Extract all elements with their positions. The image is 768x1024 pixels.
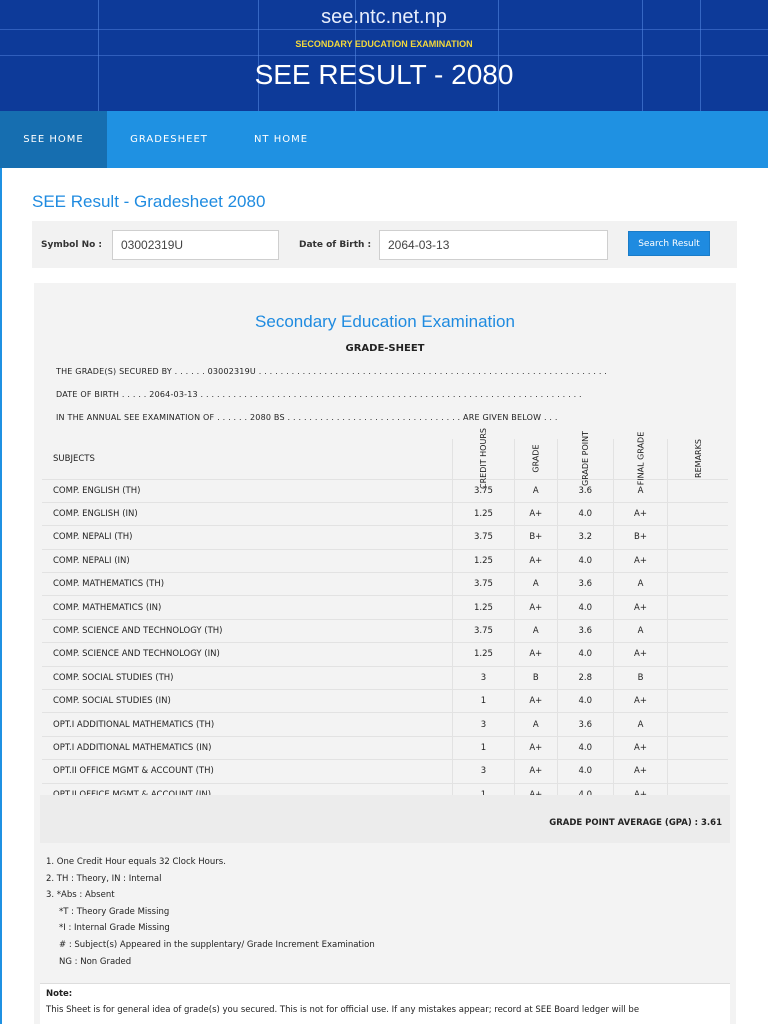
grade-cell: A+ [514,760,557,783]
grade-cell: A+ [514,736,557,759]
remarks-cell [668,573,728,596]
remarks-cell [668,643,728,666]
nav-gradesheet[interactable]: GRADESHEET [130,134,208,145]
subject-cell: COMP. SCIENCE AND TECHNOLOGY (IN) [42,643,452,666]
symbol-label: Symbol No : [41,240,103,250]
final-grade-cell: A+ [613,596,668,619]
grade-cell: A [514,479,557,502]
grade-point-cell: 3.2 [557,526,613,549]
subject-cell: OPT.I ADDITIONAL MATHEMATICS (IN) [42,736,452,759]
remarks-cell [668,549,728,572]
remarks-cell [668,619,728,642]
credit-hours-cell: 3.75 [452,573,514,596]
note-item: # : Subject(s) Appeared in the supplentary/ Grade Increment Examination [59,939,375,950]
grade-cell: A+ [514,690,557,713]
nav-nt-home[interactable]: NT HOME [253,134,309,145]
table-row [42,502,728,525]
exam-line: IN THE ANNUAL SEE EXAMINATION OF . . . . . . 2080 BS . . . . . . . . . . . . . . . . . . . . . . . . . . . . . . . . ARE GIVEN BELOW . . . [56,413,558,422]
table-row [42,666,728,689]
note-item: 2. TH : Theory, IN : Internal [46,873,162,884]
final-grade-cell: A+ [613,760,668,783]
page-heading: SEE Result - Gradesheet 2080 [32,192,266,211]
note-item: *T : Theory Grade Missing [59,906,170,917]
grade-point-cell: 3.6 [557,713,613,736]
site-url: see.ntc.net.np [321,6,447,28]
credit-hours-cell: 3 [452,666,514,689]
grade-secured-line: THE GRADE(S) SECURED BY . . . . . . 03002319U . . . . . . . . . . . . . . . . . . . . . . . . . . . . . . . . . . . . . . . . . . . . . . . . . . . . . . . . . . . . . . . . [56,367,608,376]
grade-point-cell: 4.0 [557,643,613,666]
table-row [42,573,728,596]
grade-point-cell: 4.0 [557,736,613,759]
grade-point-cell: 4.0 [557,690,613,713]
grade-point-cell: 4.0 [557,549,613,572]
symbol-input[interactable]: 03002319U [112,230,279,260]
table-row [42,596,728,619]
grade-cell: A+ [514,643,557,666]
remarks-cell [668,690,728,713]
final-grade-cell: A+ [613,736,668,759]
credit-hours-cell: 1.25 [452,549,514,572]
note-item: 1. One Credit Hour equals 32 Clock Hours. [46,857,226,867]
table-row [42,713,728,736]
note-box [40,983,730,1024]
remarks-cell [668,502,728,525]
remarks-cell [668,479,728,502]
grade-cell: A+ [514,596,557,619]
remarks-cell [668,736,728,759]
page-title: SEE RESULT - 2080 [254,59,514,90]
credit-hours-cell: 1 [452,736,514,759]
subject-cell: COMP. NEPALI (IN) [42,549,452,572]
subject-cell: COMP. SOCIAL STUDIES (TH) [42,666,452,689]
sheet-title: Secondary Education Examination [255,312,515,331]
table-row [42,619,728,642]
credit-hours-cell: 1.25 [452,502,514,525]
table-header-row [42,439,728,479]
grade-cell: B+ [514,526,557,549]
subject-cell: COMP. NEPALI (TH) [42,526,452,549]
final-grade-cell: A [613,573,668,596]
credit-hours-cell: 1 [452,690,514,713]
credit-hours-cell: 1.25 [452,643,514,666]
table-row [42,760,728,783]
table-row [42,736,728,759]
grade-cell: B [514,666,557,689]
col-final-grade: FINAL GRADE [613,439,668,479]
final-grade-cell: A+ [613,690,668,713]
header-subtitle: SECONDARY EDUCATION EXAMINATION [295,39,473,49]
note-title: Note: [46,989,73,999]
dob-input[interactable]: 2064-03-13 [379,230,608,260]
remarks-cell [668,596,728,619]
final-grade-cell: A+ [613,549,668,572]
credit-hours-cell: 3 [452,713,514,736]
subject-cell: COMP. MATHEMATICS (IN) [42,596,452,619]
note-item: NG : Non Graded [59,956,132,967]
grade-point-cell: 2.8 [557,666,613,689]
search-result-button[interactable]: Search Result [628,231,710,256]
col-grade-point: GRADE POINT [557,439,613,479]
grade-cell: A+ [514,502,557,525]
notes-list [46,854,375,970]
site-header [0,0,768,111]
col-grade: GRADE [514,439,557,479]
col-remarks: REMARKS [668,439,728,479]
final-grade-cell: A+ [613,502,668,525]
final-grade-cell: A [613,619,668,642]
col-credit-hours: CREDIT HOURS [452,439,514,479]
final-grade-cell: A [613,479,668,502]
note-item: *I : Internal Grade Missing [59,923,170,934]
grade-point-cell: 3.6 [557,619,613,642]
remarks-cell [668,526,728,549]
subject-cell: COMP. MATHEMATICS (TH) [42,573,452,596]
table-row [42,526,728,549]
grade-cell: A [514,573,557,596]
remarks-cell [668,666,728,689]
grade-point-cell: 4.0 [557,596,613,619]
table-row [42,479,728,502]
table-row [42,549,728,572]
remarks-cell [668,760,728,783]
final-grade-cell: B+ [613,526,668,549]
grade-cell: A+ [514,549,557,572]
top-nav [0,111,768,168]
dob-line: DATE OF BIRTH . . . . . 2064-03-13 . . . . . . . . . . . . . . . . . . . . . . . . . . . . . . . . . . . . . . . . . . . . . . . . . . . . . . . . . . . . . . . . . . . . . . [56,390,582,399]
credit-hours-cell: 3.75 [452,619,514,642]
final-grade-cell: B [613,666,668,689]
nav-see-home[interactable]: SEE HOME [0,111,107,168]
subject-cell: COMP. SOCIAL STUDIES (IN) [42,690,452,713]
grade-sheet [34,283,736,1024]
subject-cell: COMP. ENGLISH (TH) [42,479,452,502]
grade-point-cell: 3.6 [557,479,613,502]
credit-hours-cell: 3.75 [452,526,514,549]
grade-point-cell: 4.0 [557,502,613,525]
left-accent-rule [0,168,2,1024]
remarks-cell [668,713,728,736]
final-grade-cell: A [613,713,668,736]
grade-cell: A [514,713,557,736]
dob-label: Date of Birth : [299,240,372,250]
credit-hours-cell: 3.75 [452,479,514,502]
subject-cell: OPT.II OFFICE MGMT & ACCOUNT (TH) [42,760,452,783]
table-row [42,643,728,666]
note-item: 3. *Abs : Absent [46,890,115,901]
subject-cell: OPT.I ADDITIONAL MATHEMATICS (TH) [42,713,452,736]
subject-cell: COMP. SCIENCE AND TECHNOLOGY (TH) [42,619,452,642]
credit-hours-cell: 3 [452,760,514,783]
subject-cell: COMP. ENGLISH (IN) [42,502,452,525]
sheet-subtitle: GRADE-SHEET [345,343,425,354]
final-grade-cell: A+ [613,643,668,666]
table-row [42,690,728,713]
gpa-value: GRADE POINT AVERAGE (GPA) : 3.61 [549,818,722,828]
note-text: This Sheet is for general idea of grade(s) you secured. This is not for official use. If any mistakes appear; record at SEE Board ledger will be [46,1005,640,1015]
grades-table [42,427,728,807]
search-form [32,221,737,268]
col-subjects: SUBJECTS [42,439,452,479]
credit-hours-cell: 1.25 [452,596,514,619]
grade-point-cell: 4.0 [557,760,613,783]
grade-point-cell: 3.6 [557,573,613,596]
grade-cell: A [514,619,557,642]
